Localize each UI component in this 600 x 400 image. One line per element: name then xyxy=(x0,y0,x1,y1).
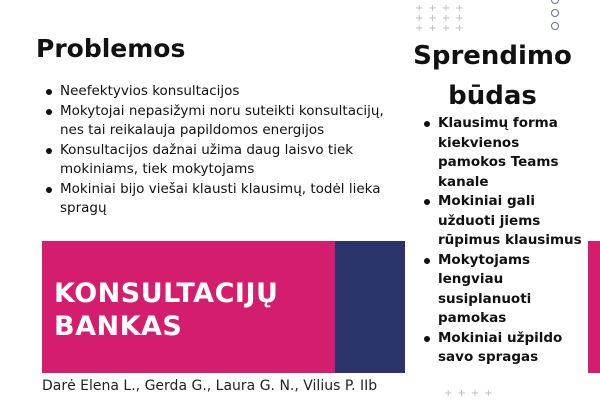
banner-title xyxy=(54,277,278,343)
solution-heading-line2: būdas xyxy=(448,81,537,111)
solution-heading xyxy=(410,36,575,116)
pink-side-strip xyxy=(588,241,600,373)
list-item: Mokytojai nepasižymi noru suteikti konsultacijų, nes tai reikalauja papildomos energijos xyxy=(44,102,404,141)
list-item: Neefektyvios konsultacijos xyxy=(44,82,404,102)
banner-navy-block xyxy=(335,241,405,373)
plus-pattern-decoration: ++++ xyxy=(444,388,498,399)
authors: Darė Elena L., Gerda G., Laura G. N., Vilius P. IIb xyxy=(42,378,378,394)
list-item: Mokiniai bijo viešai klausti klausimų, todėl lieka spragų xyxy=(44,180,404,219)
solution-list xyxy=(424,114,584,368)
list-item: Mokytojams lengviau susiplanuoti pamokas xyxy=(424,251,584,329)
banner-title-line1: KONSULTACIJŲ xyxy=(54,278,279,309)
problems-list xyxy=(44,82,404,219)
circles-decoration xyxy=(551,0,559,35)
list-item: Konsultacijos dažnai užima daug laisvo tiek mokiniams, tiek mokytojams xyxy=(44,141,404,180)
list-item: Klausimų forma kiekvienos pamokos Teams kanale xyxy=(424,114,584,192)
list-item: Mokiniai gali užduoti jiems rūpimus klausimus xyxy=(424,192,584,251)
plus-pattern-decoration: ++++ ++++ ++++ xyxy=(415,3,469,34)
list-item: Mokiniai užpildo savo spragas xyxy=(424,329,584,368)
solution-heading-line1: Sprendimo xyxy=(413,41,572,71)
problems-heading: Problemos xyxy=(36,34,186,63)
banner-title-line2: BANKAS xyxy=(54,311,183,342)
